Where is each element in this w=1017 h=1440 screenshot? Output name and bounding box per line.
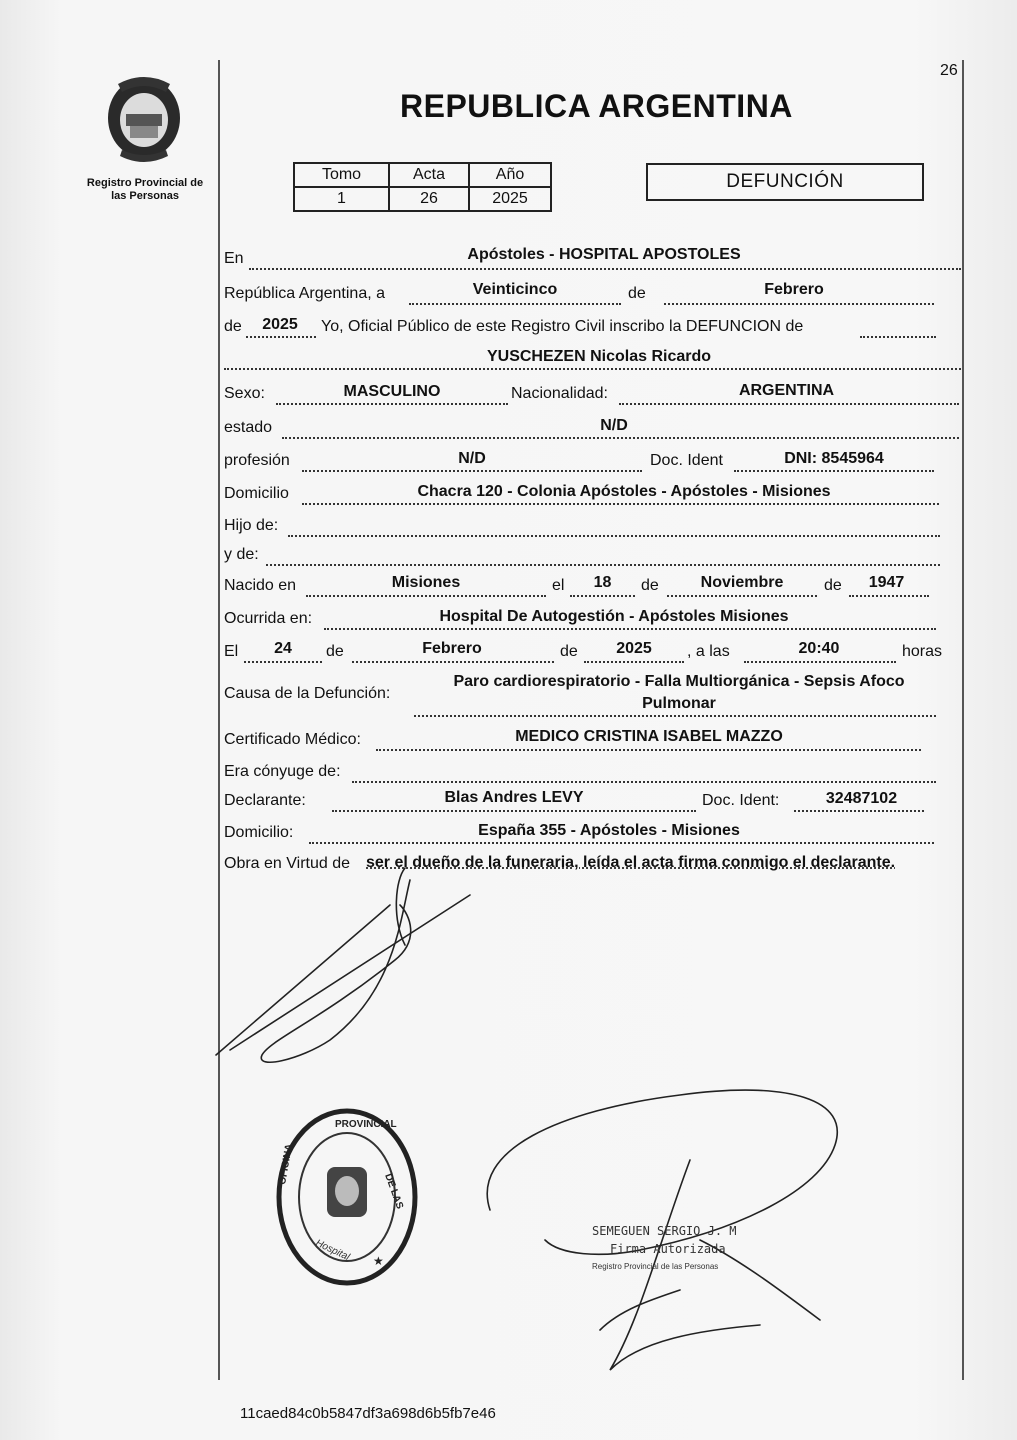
nacido-en-label: Nacido en xyxy=(224,577,297,594)
en-label: En xyxy=(224,250,244,267)
dotted-line xyxy=(352,781,936,783)
dotted-line xyxy=(376,749,921,751)
dotted-line xyxy=(849,595,929,597)
dotted-line xyxy=(570,595,635,597)
dotted-line xyxy=(414,715,936,717)
registro-stamp-seal xyxy=(275,1105,420,1290)
y-de-label: y de: xyxy=(224,546,259,563)
a-las-label: , a las xyxy=(687,643,730,660)
certificado-label: Certificado Médico: xyxy=(224,731,361,748)
doc-ident-label: Doc. Ident xyxy=(650,452,723,469)
provincia-misiones-emblem-icon xyxy=(100,70,188,170)
dotted-line xyxy=(246,336,316,338)
declarante-value: Blas Andres LEVY xyxy=(444,789,584,806)
dotted-line xyxy=(306,595,546,597)
conyuge-label: Era cónyuge de: xyxy=(224,763,341,780)
dotted-line xyxy=(244,661,322,663)
dotted-line xyxy=(619,403,959,405)
nac-mes-value: Noviembre xyxy=(700,574,784,591)
tomo-value: 1 xyxy=(294,187,389,211)
dotted-line xyxy=(224,368,961,370)
de-label: de xyxy=(326,643,344,660)
svg-text:PROVINCIAL: PROVINCIAL xyxy=(335,1119,397,1130)
obra-value: ser el dueño de la funeraria, leída el acta firma conmigo el declarante. xyxy=(366,854,896,871)
dotted-line xyxy=(860,336,936,338)
dotted-line xyxy=(664,303,934,305)
dotted-line xyxy=(324,628,936,630)
dotted-line xyxy=(584,661,684,663)
svg-text:★: ★ xyxy=(373,1254,384,1268)
mes-value: Febrero xyxy=(764,281,824,298)
registro-line-1: Registro Provincial de xyxy=(86,177,204,189)
dotted-line xyxy=(744,661,896,663)
de-label: de xyxy=(824,577,842,594)
dotted-line xyxy=(352,661,554,663)
domicilio-label: Domicilio xyxy=(224,485,289,502)
right-margin-line xyxy=(962,60,964,1380)
nacionalidad-label: Nacionalidad: xyxy=(511,385,608,402)
anio-header: Año xyxy=(469,163,551,187)
nacido-lugar-value: Misiones xyxy=(391,574,461,591)
dotted-line xyxy=(734,470,934,472)
declarante-label: Declarante: xyxy=(224,792,306,809)
firma-org: Registro Provincial de las Personas xyxy=(592,1262,719,1271)
registro-provincial-label xyxy=(70,177,220,203)
dia-texto-value: Veinticinco xyxy=(472,281,558,298)
estado-label: estado xyxy=(224,419,273,436)
causa-line-2: Pulmonar xyxy=(642,695,716,712)
nacionalidad-value: ARGENTINA xyxy=(738,382,835,399)
def-mes-value: Febrero xyxy=(422,640,482,657)
dotted-line xyxy=(794,810,924,812)
document-title: REPUBLICA ARGENTINA xyxy=(400,88,793,124)
anio-inscripcion-value: 2025 xyxy=(262,316,298,333)
svg-text:OFICINA: OFICINA xyxy=(277,1143,296,1186)
acta-header: Acta xyxy=(389,163,469,187)
page-number: 26 xyxy=(940,62,958,79)
profesion-value: N/D xyxy=(458,450,486,467)
dotted-line xyxy=(276,403,508,405)
dotted-line xyxy=(302,503,939,505)
nac-dia-value: 18 xyxy=(593,574,612,591)
dotted-line xyxy=(288,535,940,537)
certificado-value: MEDICO CRISTINA ISABEL MAZZO xyxy=(515,728,783,745)
dotted-line xyxy=(667,595,817,597)
def-dia-value: 24 xyxy=(274,640,292,657)
dotted-line xyxy=(302,470,642,472)
firma-name: SEMEGUEN SERGIO J. M xyxy=(592,1224,737,1238)
dotted-line xyxy=(332,810,696,812)
tomo-header: Tomo xyxy=(294,163,389,187)
svg-text:Hospital: Hospital xyxy=(313,1237,352,1263)
causa-line-1: Paro cardiorespiratorio - Falla Multiorgánica - Sepsis Afoco xyxy=(453,673,905,690)
de-label: de xyxy=(628,285,646,302)
tomo-acta-anio-table xyxy=(293,162,552,212)
horas-label: horas xyxy=(902,643,943,660)
el-label: el xyxy=(552,577,565,594)
lugar-value: Apóstoles - HOSPITAL APOSTOLES xyxy=(467,246,741,263)
document-hash: 11caed84c0b5847df3a698d6b5fb7e46 xyxy=(240,1405,496,1422)
profesion-label: profesión xyxy=(224,452,290,469)
domicilio-declarante-value: España 355 - Apóstoles - Misiones xyxy=(478,822,740,839)
doc-ident-label: Doc. Ident: xyxy=(702,792,780,809)
sexo-value: MASCULINO xyxy=(343,383,441,400)
de-label: de xyxy=(641,577,659,594)
acta-value: 26 xyxy=(389,187,469,211)
registro-line-2: las Personas xyxy=(111,190,179,202)
def-anio-value: 2025 xyxy=(616,640,652,657)
anio-value: 2025 xyxy=(469,187,551,211)
dotted-line xyxy=(249,268,961,270)
ocurrida-label: Ocurrida en: xyxy=(224,610,313,627)
de-label: de xyxy=(224,318,242,335)
obra-label: Obra en Virtud de xyxy=(224,855,351,872)
de-label: de xyxy=(560,643,578,660)
firma-autorizada-stamp xyxy=(592,1222,737,1276)
inscribo-text: Yo, Oficial Público de este Registro Civil inscribo la DEFUNCION de xyxy=(321,318,804,335)
firma-role: Firma Autorizada xyxy=(610,1242,726,1256)
causa-label: Causa de la Defunción: xyxy=(224,685,391,702)
left-margin-line xyxy=(218,60,220,1380)
estado-value: N/D xyxy=(600,417,628,434)
tipo-acta-box: DEFUNCIÓN xyxy=(646,163,924,201)
el-label: El xyxy=(224,643,239,660)
dotted-line xyxy=(266,564,940,566)
dotted-line xyxy=(282,437,959,439)
doc-ident-value: DNI: 8545964 xyxy=(784,450,884,467)
def-hora-value: 20:40 xyxy=(798,640,840,657)
doc-ident-value: 32487102 xyxy=(825,790,898,807)
domicilio-label: Domicilio: xyxy=(224,824,294,841)
nac-anio-value: 1947 xyxy=(868,574,905,591)
svg-text:DE LAS: DE LAS xyxy=(382,1172,406,1211)
domicilio-value: Chacra 120 - Colonia Apóstoles - Apóstoles - Misiones xyxy=(417,483,831,500)
ocurrida-value: Hospital De Autogestión - Apóstoles Misiones xyxy=(439,608,789,625)
sexo-label: Sexo: xyxy=(224,385,265,402)
nombre-value: YUSCHEZEN Nicolas Ricardo xyxy=(486,348,712,365)
republica-label: República Argentina, a xyxy=(224,285,385,302)
dotted-line xyxy=(409,303,621,305)
hijo-de-label: Hijo de: xyxy=(224,517,279,534)
dotted-line xyxy=(309,842,934,844)
